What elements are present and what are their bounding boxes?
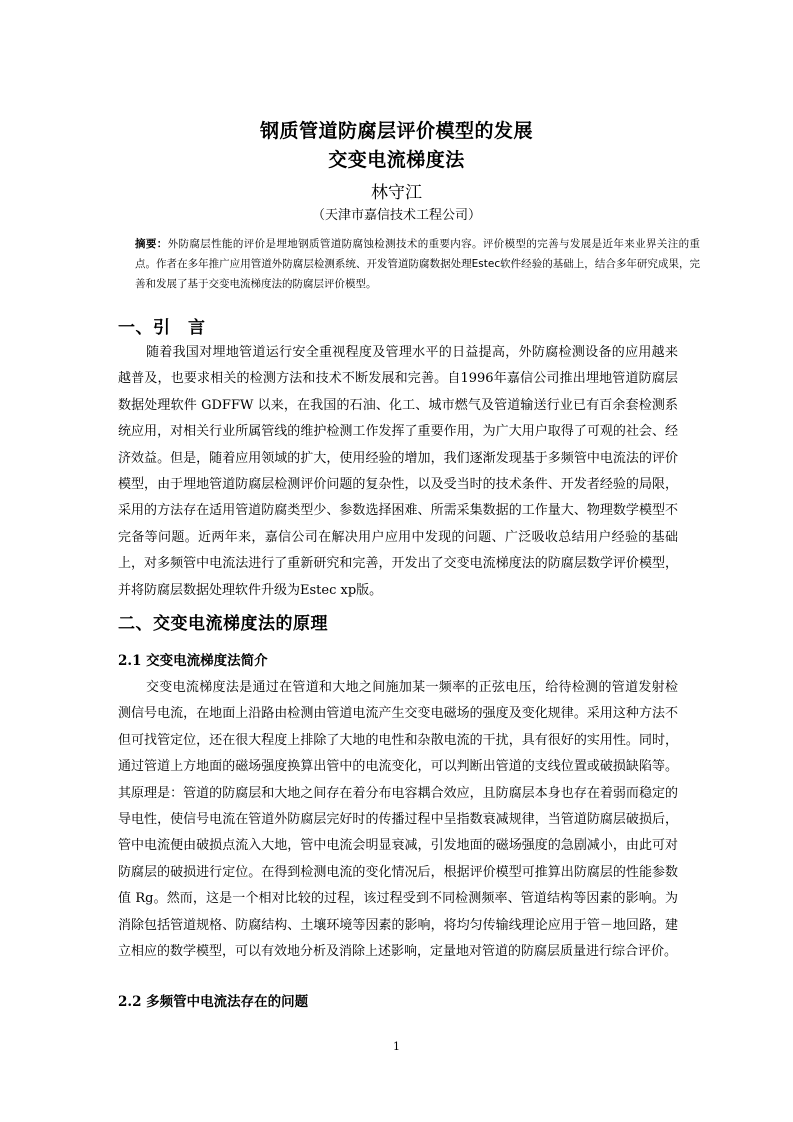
subsection-heading-2-1: 2.1 交变电流梯度法简介 — [118, 653, 268, 669]
abstract — [135, 234, 700, 294]
section-heading-principle: 二、交变电流梯度法的原理 — [118, 614, 328, 634]
page-number: 1 — [393, 1040, 400, 1053]
title-line-1: 钢质管道防腐层评价模型的发展 — [259, 120, 533, 142]
title-line-2: 交变电流梯度法 — [328, 149, 465, 171]
author-name: 林守江 — [371, 183, 422, 203]
subsection-2-1-paragraph: 交变电流梯度法是通过在管道和大地之间施加某一频率的正弦电压，给待检测的管道发射检测信号电流，在地面上沿路由检测由管道电流产生交变电磁场的强度及变化规律。采用这种方法不但可找管定位，还在很大程度上排除了大地的电性和杂散电流的干扰，具有很好的实用性。同时，通过管道上方地面的磁场强度换算出管中的电流变化，可以判断出管道的支线位置或破损缺陷等。其原理是：管道的防腐层和大地之间存在着分布电容耦合效应，且防腐层本身也存在着弱而稳定的导电性，使信号电流在管道外防腐层完好时的传播过程中呈指数衰减规律，当管道防腐层破损后，管中电流便由破损点流入大地，管中电流会明显衰减，引发地面的磁场强度的急剧减小，由此可对防腐层的破损进行定位。在得到检测电流的变化情况后，根据评价模型可推算出防腐层的性能参数值 Rg。然而，这是一个相对比较的过程，该过程受到不同检测频率、管道结构等因素的影响。为消除包括管道规格、防腐结构、土壤环境等因素的影响，将均匀传输线理论应用于管－地回路，建立相应的数学模型，可以有效地分析及消除上述影响，定量地对管道的防腐层质量进行综合评价。 — [118, 680, 678, 960]
intro-paragraph: 随着我国对埋地管道运行安全重视程度及管理水平的日益提高，外防腐检测设备的应用越来越普及，也要求相关的检测方法和技术不断发展和完善。自1996年嘉信公司推出埋地管道防腐层数据处理软件 GDFFW 以来，在我国的石油、化工、城市燃气及管道输送行业已有百余套检测系统应用，对相关行业所属管线的维护检测工作发挥了重要作用，为广大用户取得了可观的社会、经济效益。但是，随着应用领域的扩大，使用经验的增加，我们逐渐发现基于多频管中电流法的评价模型，由于埋地管道防腐层检测评价问题的复杂性，以及受当时的技术条件、开发者经验的局限，采用的方法存在适用管道防腐类型少、参数选择困难、所需采集数据的工作量大、物理数学模型不完备等问题。近两年来，嘉信公司在解决用户应用中发现的问题、广泛吸收总结用户经验的基础上，对多频管中电流法进行了重新研究和完善，开发出了交变电流梯度法的防腐层数学评价模型，并将防腐层数据处理软件升级为Estec xp版。 — [118, 345, 678, 598]
author-affiliation: （天津市嘉信技术工程公司） — [311, 208, 481, 223]
abstract-text: 外防腐层性能的评价是埋地钢质管道防腐蚀检测技术的重要内容。评价模型的完善与发展是近年来业界关注的重点。作者在多年推广应用管道外防腐层检测系统、开发管道防腐数据处理Estec软件经验的基础上，结合多年研究成果，完善和发展了基于交变电流梯度法的防腐层评价模型。 — [135, 238, 701, 290]
abstract-label: 摘要： — [135, 238, 168, 250]
section-heading-intro: 一、引 言 — [118, 318, 206, 338]
subsection-heading-2-2: 2.2 多频管中电流法存在的问题 — [118, 994, 309, 1010]
